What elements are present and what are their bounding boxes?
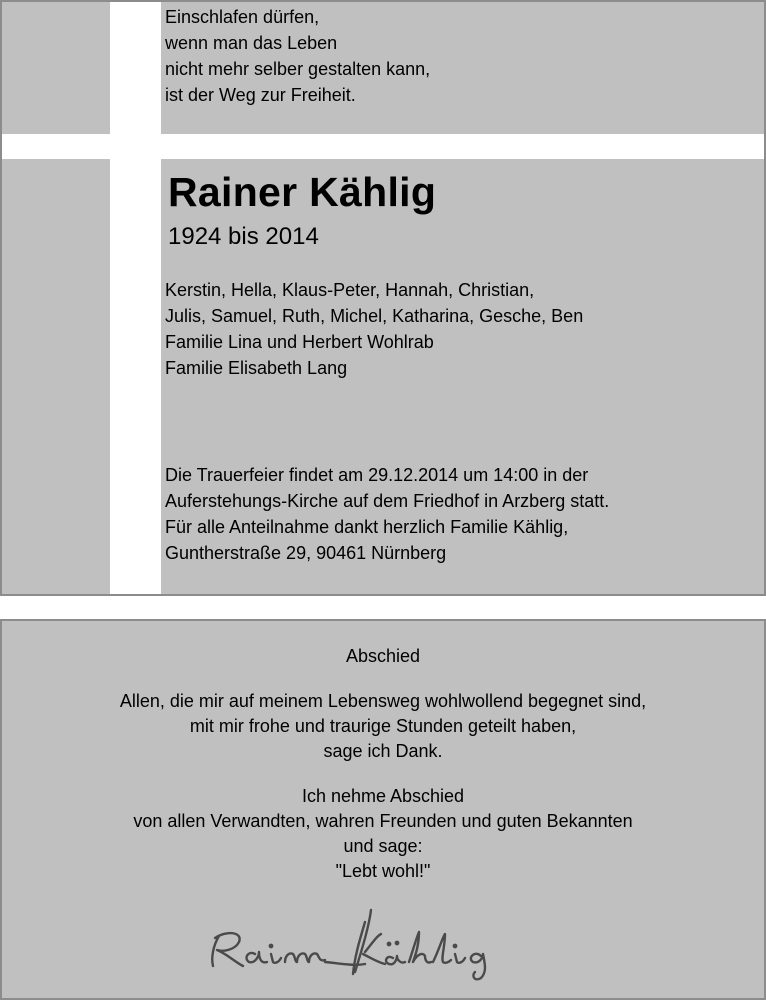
farewell-line: und sage: <box>343 836 423 856</box>
farewell-line: Allen, die mir auf meinem Lebensweg wohlwollend begegnet sind, <box>119 691 647 711</box>
mourners-list <box>165 277 583 381</box>
handwritten-signature <box>205 906 525 982</box>
motto-line: Einschlafen dürfen, <box>165 7 320 27</box>
motto-line: nicht mehr selber gestalten kann, <box>165 59 431 79</box>
motto <box>165 4 430 108</box>
deceased-name: Rainer Kählig <box>168 169 437 215</box>
farewell-line: sage ich Dank. <box>323 741 443 761</box>
cross-horizontal-bar <box>2 134 764 159</box>
mourners-line: Familie Elisabeth Lang <box>165 358 348 378</box>
mourners-line: Kerstin, Hella, Klaus-Peter, Hannah, Christian, <box>165 280 535 300</box>
funeral-line: Für alle Anteilnahme dankt herzlich Familie Kählig, <box>165 517 569 537</box>
farewell-text <box>0 644 766 884</box>
farewell-line: "Lebt wohl!" <box>335 861 431 881</box>
mourners-line: Familie Lina und Herbert Wohlrab <box>165 332 434 352</box>
farewell-line: Ich nehme Abschied <box>301 786 465 806</box>
funeral-line: Die Trauerfeier findet am 29.12.2014 um 14:00 in der <box>165 465 589 485</box>
cross-vertical-bar <box>110 2 161 594</box>
farewell-line: mit mir frohe und traurige Stunden geteilt haben, <box>189 716 577 736</box>
mourners-line: Julis, Samuel, Ruth, Michel, Katharina, Gesche, Ben <box>165 306 584 326</box>
farewell-line: von allen Verwandten, wahren Freunden und guten Bekannten <box>133 811 633 831</box>
motto-line: ist der Weg zur Freiheit. <box>165 85 356 105</box>
farewell-heading: Abschied <box>345 646 421 666</box>
life-dates: 1924 bis 2014 <box>168 223 319 250</box>
funeral-line: Guntherstraße 29, 90461 Nürnberg <box>165 543 447 563</box>
funeral-line: Auferstehungs-Kirche auf dem Friedhof in Arzberg statt. <box>165 491 610 511</box>
funeral-notice <box>165 462 609 566</box>
motto-line: wenn man das Leben <box>165 33 338 53</box>
